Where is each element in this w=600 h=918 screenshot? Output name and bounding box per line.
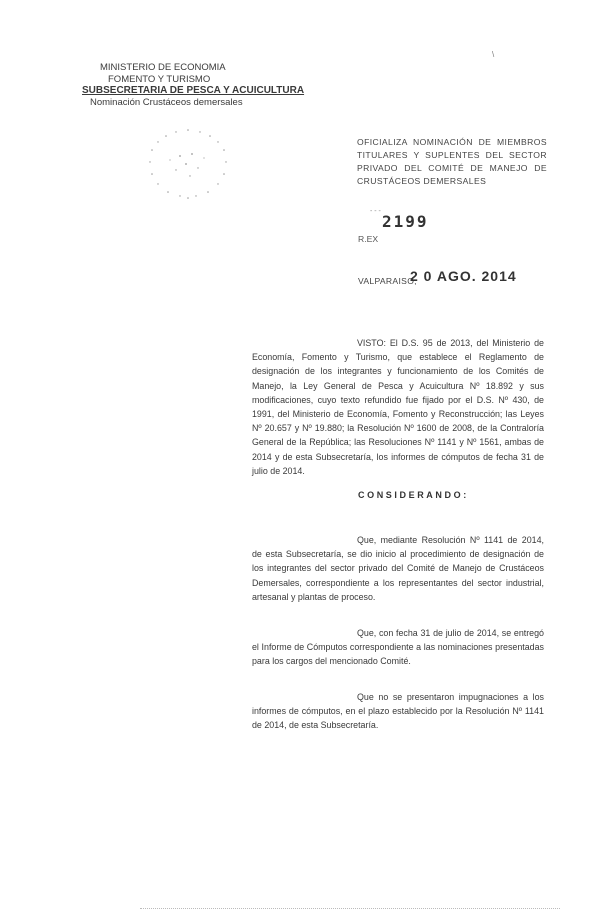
official-seal-icon: [140, 120, 240, 210]
ministry-subtitle: FOMENTO Y TURISMO: [108, 73, 211, 85]
visto-paragraph: [252, 336, 544, 478]
considerando-text-3: Que no se presentaron impugnaciones a los informes de cómputos, en el plazo establecido por la Resolución Nº 1141 de 2014, de esta Subsecretaría.: [252, 692, 544, 731]
subsecretaria-name: SUBSECRETARIA DE PESCA Y ACUICULTURA: [82, 85, 305, 96]
dateline-date: 2 0 AGO. 2014: [410, 268, 517, 284]
resolution-number: 2199: [382, 212, 429, 231]
considerando-text-1: Que, mediante Resolución Nº 1141 de 2014, de esta Subsecretaría, se dio inicio al procedimiento de designación de los integrantes del sector privado del Comité de Manejo de Crustáceos Demersales, correspondiente a los representantes del sector industrial, artesanal y plantas de proceso.: [252, 535, 544, 602]
considerando-heading: CONSIDERANDO:: [358, 490, 469, 500]
unit-name: Nominación Crustáceos demersales: [90, 96, 243, 108]
considerando-paragraph-1: [252, 533, 544, 604]
considerando-paragraph-3: [252, 690, 544, 733]
resolution-number-mark: - - -: [370, 208, 381, 215]
bottom-scan-line: [140, 908, 560, 909]
dateline-place: VALPARAISO,: [358, 276, 417, 286]
considerando-text-2: Que, con fecha 31 de julio de 2014, se entregó el Informe de Cómputos correspondiente a las nominaciones presentadas para los cargos del mencionado Comité.: [252, 628, 544, 667]
visto-text: VISTO: El D.S. 95 de 2013, del Ministerio de Economía, Fomento y Turismo, que establece el Reglamento de designación de los integrantes y funcionamiento de los Comités de Manejo, la Ley General de Pesca y Acuicultura Nº 18.892 y sus modificaciones, cuyo texto refundido fue fijado por el D.S. Nº 430, de 1991, del Ministerio de Economía, Fomento y Reconstrucción; las Leyes Nº 20.657 y Nº 19.880; la Resolución Nº 1600 de 2008, de la Contraloría General de la República; las Resoluciones Nº 1141 y Nº 1561, ambas de 2014 y de esta Subsecretaría, los informes de cómputos de fecha 31 de julio de 2014.: [252, 338, 544, 476]
resolution-subject: OFICIALIZA NOMINACIÓN DE MIEMBROS TITULARES Y SUPLENTES DEL SECTOR PRIVADO DEL COMITÉ DE MANEJO DE CRUSTÁCEOS DEMERSALES: [357, 137, 547, 186]
scan-mark: \: [492, 50, 495, 59]
resolution-type: R.EX: [358, 234, 379, 244]
considerando-paragraph-2: [252, 626, 544, 669]
ministry-name: MINISTERIO DE ECONOMIA: [100, 62, 226, 73]
letterhead: [82, 62, 305, 108]
